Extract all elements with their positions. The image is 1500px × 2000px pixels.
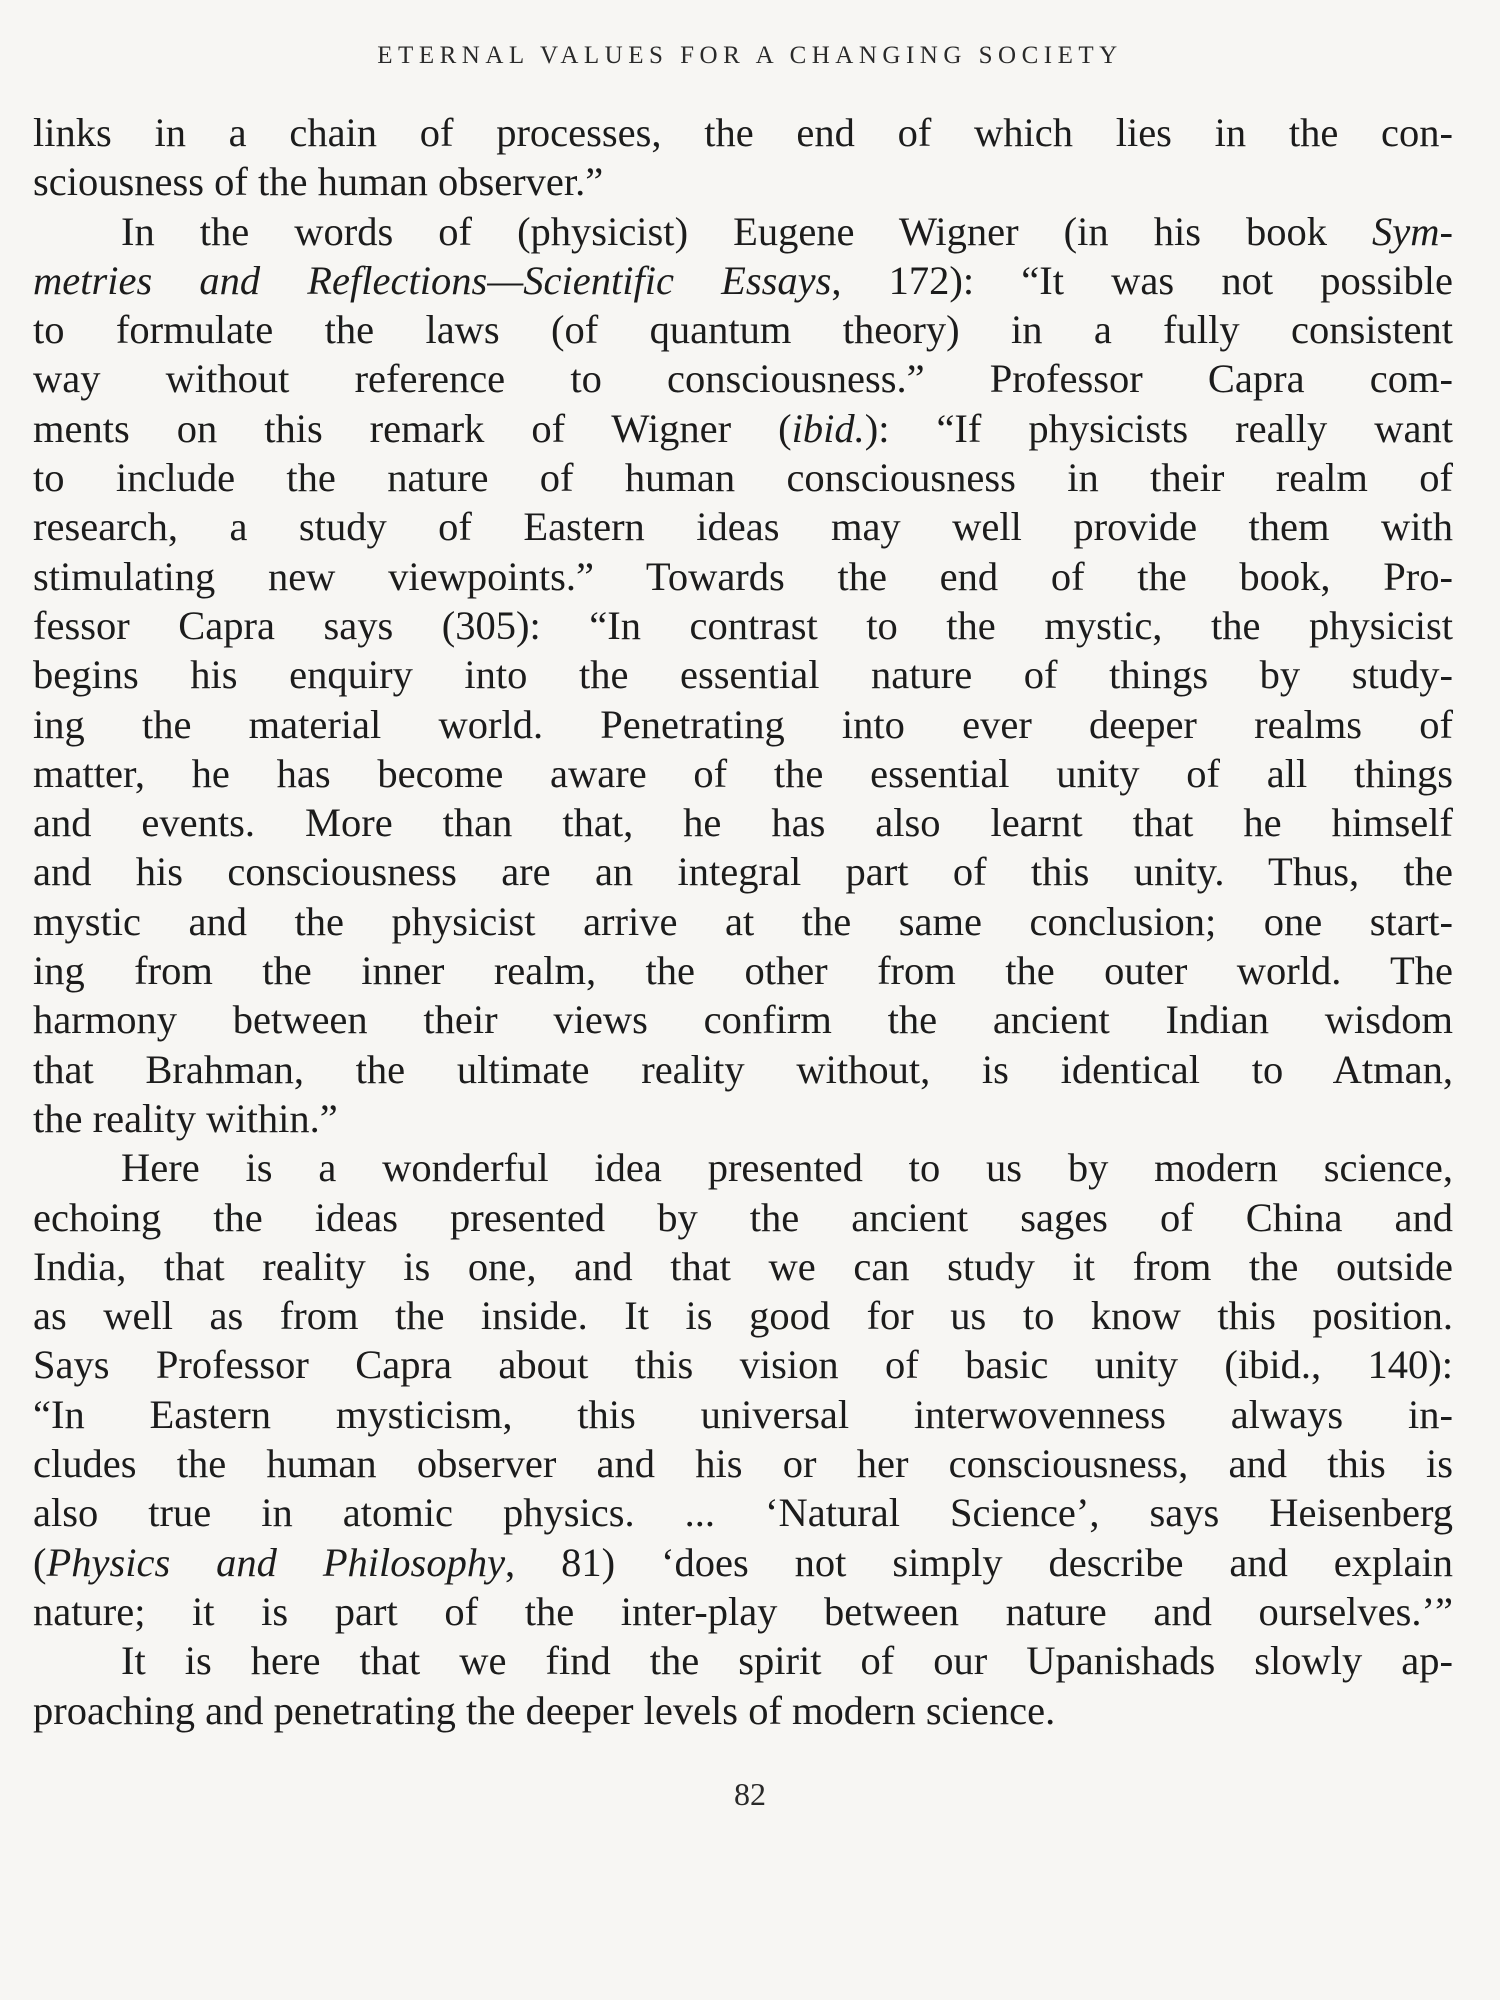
text-line: cludes the human observer and his or her consciousness, and this is <box>33 1441 1453 1487</box>
text-line: mystic and the physicist arrive at the same conclusion; one start- <box>33 898 1453 944</box>
text-line: echoing the ideas presented by the ancient sages of China and <box>33 1194 1453 1240</box>
text-line: “In Eastern mysticism, this universal interwovenness always in- <box>33 1391 1453 1437</box>
text-line: ing from the inner realm, the other from the outer world. The <box>33 948 1453 994</box>
text-line: to include the nature of human consciousness in their realm of <box>33 455 1453 501</box>
text-line: stimulating new viewpoints.” Towards the end of the book, Pro- <box>33 553 1453 599</box>
text-line: metries and Reflections—Scientific Essays, 172): “It was not possible <box>33 257 1453 303</box>
text-line: proaching and penetrating the deeper levels of modern science. <box>33 1687 1056 1733</box>
text-line: research, a study of Eastern ideas may well provide them with <box>33 504 1453 550</box>
text-line: It is here that we find the spirit of our Upanishads slowly ap- <box>121 1638 1453 1684</box>
text-line: ing the material world. Penetrating into ever deeper realms of <box>33 701 1453 747</box>
text-line: Here is a wonderful idea presented to us by modern science, <box>121 1145 1453 1191</box>
text-line: as well as from the inside. It is good for us to know this position. <box>33 1293 1453 1339</box>
text-line: fessor Capra says (305): “In contrast to the mystic, the physicist <box>33 602 1453 648</box>
text-line: In the words of (physicist) Eugene Wigner (in his book Sym- <box>121 208 1453 254</box>
text-line: sciousness of the human observer.” <box>33 159 604 205</box>
text-line: ments on this remark of Wigner (ibid.): “If physicists really want <box>33 405 1454 451</box>
text-line: matter, he has become aware of the essential unity of all things <box>33 750 1453 796</box>
text-line: to formulate the laws (of quantum theory) in a fully consistent <box>33 307 1453 353</box>
text-line: begins his enquiry into the essential nature of things by study- <box>33 652 1453 698</box>
page-number: 82 <box>734 1776 766 1812</box>
running-head: ETERNAL VALUES FOR A CHANGING SOCIETY <box>377 42 1123 69</box>
text-line: also true in atomic physics. ... ‘Natural Science’, says Heisenberg <box>33 1490 1453 1536</box>
text-line: Says Professor Capra about this vision of basic unity (ibid., 140): <box>33 1342 1453 1388</box>
body-text <box>33 108 1453 1735</box>
text-line: links in a chain of processes, the end of which lies in the con- <box>33 110 1453 155</box>
text-line: and events. More than that, he has also learnt that he himself <box>33 800 1453 846</box>
text-line: the reality within.” <box>33 1095 338 1141</box>
text-line: way without reference to consciousness.” Professor Capra com- <box>33 356 1453 402</box>
text-line: that Brahman, the ultimate reality without, is identical to Atman, <box>33 1046 1453 1092</box>
text-line: nature; it is part of the inter-play between nature and ourselves.’” <box>33 1588 1453 1634</box>
text-line: harmony between their views confirm the ancient Indian wisdom <box>33 997 1453 1043</box>
text-line: (Physics and Philosophy, 81) ‘does not simply describe and explain <box>33 1539 1453 1585</box>
text-line: India, that reality is one, and that we can study it from the outside <box>33 1243 1453 1289</box>
text-line: and his consciousness are an integral part of this unity. Thus, the <box>33 849 1453 895</box>
